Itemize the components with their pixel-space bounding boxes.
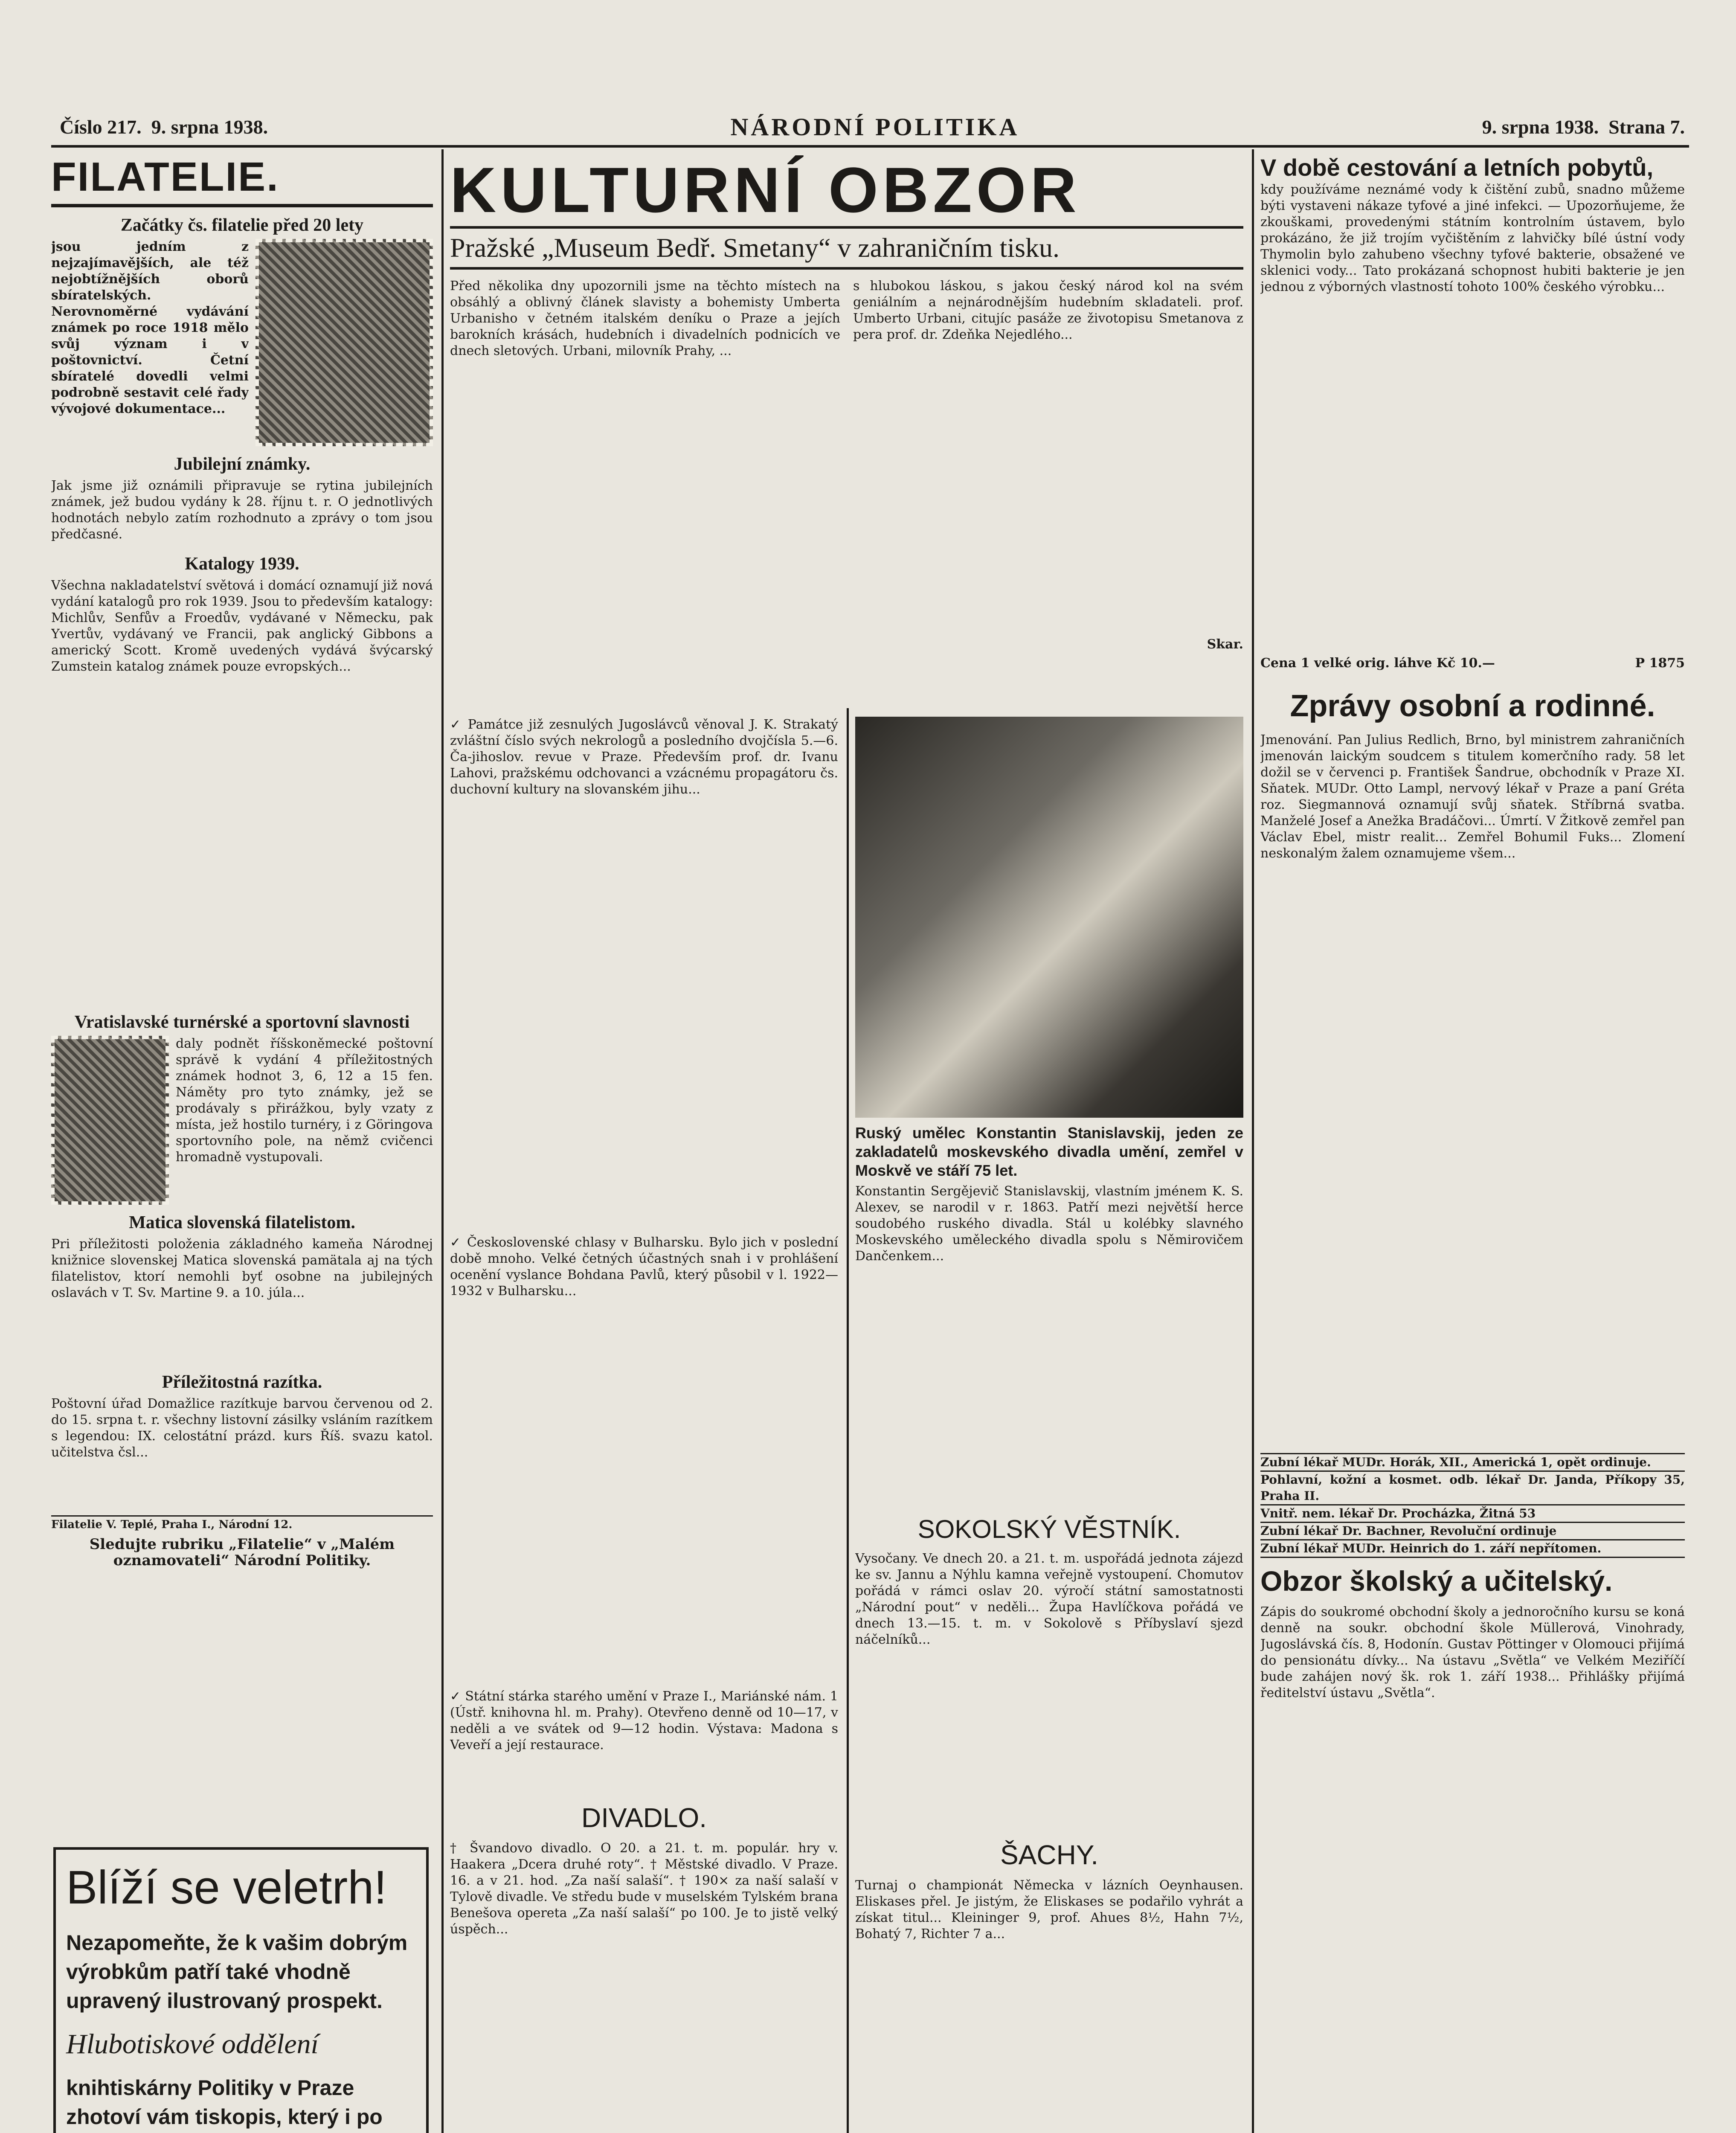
osobni-title: Zprávy osobní a rodinné. (1290, 689, 1655, 723)
column-divider (441, 149, 444, 2133)
kulturni-obzor-subtitle: Pražské „Museum Bedř. Smetany“ v zahraničním tisku. (450, 226, 1243, 270)
issue-date-left (60, 116, 268, 138)
column-divider (1252, 149, 1254, 2133)
stamp-image (51, 1036, 169, 1205)
divadlo-title: DIVADLO. (581, 1802, 707, 1833)
zubni-row-2: Pohlavní, kožní a kosmet. odb. lékař Dr. Janda, Příkopy 35, Praha II. (1260, 1470, 1685, 1504)
skolsky-title: Obzor školský a učitelský. (1260, 1565, 1613, 1597)
paper-title: NÁRODNÍ POLITIKA (730, 113, 1020, 141)
cestovani-code: P 1875 (1635, 656, 1685, 671)
cestovani-price: Cena 1 velké orig. láhve Kč 10.— (1260, 656, 1495, 671)
filatelie-heading-vratislav: Vratislavské turnérské a sportovní slavnosti (74, 1012, 410, 1032)
stanislavskij-photo (855, 717, 1243, 1118)
zubni-row-4: Zubní lékař Dr. Bachner, Revoluční ordinuje (1260, 1522, 1685, 1539)
zubni-row-3: Vnitř. nem. lékař Dr. Procházka, Žitná 53 (1260, 1504, 1685, 1522)
issue-number: Číslo 217. (60, 116, 142, 138)
filatelie-notice: Sledujte rubriku „Filatelie“ v „Malém oznamovateli“ Národní Politiky. (89, 1536, 395, 1569)
filatelie-title: FILATELIE. (51, 154, 433, 207)
filatelie-text-razitka: Poštovní úřad Domažlice razítkuje barvou červenou od 2. do 15. srpna t. r. všechny listovní zásilky vsláním razítkem s legendou: IX. celostátní prázd. kurs Říš. svazu katol. učitelstva čsl... (51, 1396, 433, 1460)
filatelie-text-vratislav: daly podnět říšskoněmecké poštovní správě k vydání 4 příležitostných známek hodnot 3, 6, 12 a 15 fen. Náměty pro tyto známky, jež se prodávaly s přirážkou, byly vzaty z místa, jež hostilo turnéry, i z Göringova sportovního pole, na němž cvičenci hromadně vystupovali. (176, 1036, 433, 1165)
filatelie-text-katalogy: Všechna nakladatelství světová i domácí oznamují již nová vydání katalogů pro rok 1939. Jsou to především katalogy: Michlův, Senfův a Froedův, vydávané v Německu, pak Yvertův, vydávaný ve Francii, pak anglický Gibbons a americký Scott. Kromě uvedených vydává švýcarský Zumstein katalog známek pouze evropských... (51, 578, 433, 674)
filatelie-heading-katalogy: Katalogy 1939. (185, 554, 299, 574)
veletrh-ad-subtitle: Hlubotiskové oddělení (66, 2028, 319, 2060)
masthead (60, 112, 1685, 142)
veletrh-ad-title: Blíží se veletrh! (66, 1861, 387, 1914)
smetana-article-part1: Před několika dny upozornili jsme na těchto místech na obsáhlý a oblivný článek slavisty a bohemisty Umberta Urbanisho v četném italském deníku o Praze a jejích barokních krásách, hudebních i divadelních podnicích ve dnech sletových. Urbani, milovník Prahy, ... (450, 279, 840, 358)
photo-caption-text: Konstantin Sergějevič Stanislavskij, vlastním jménem K. S. Alexev, se narodil v r. 1863. Patří mezi největší herce soudobého ruského divadla. Stál u kolébky slavného Moskevského uměleckého divadla spolu s Němirovičem Dančenkem... (855, 1184, 1243, 1264)
zubni-row-5: Zubní lékař MUDr. Heinrich do 1. září nepřítomen. (1260, 1539, 1685, 1558)
filatelie-text-zacatky: jsou jedním z nejzajímavějších, ale též nejobtížnějších oborů sbíratelských. Nerovnoměrné vydávání známek po roce 1918 mělo svůj význam i v poštovnictví. Četní sbíratelé dovedli velmi podrobně sestavit celé řady vývojové dokumentace... (51, 239, 249, 416)
osobni-text: Jmenování. Pan Julius Redlich, Brno, byl ministrem zahraničních jmenován laickým soudcem s titulem komerčního rady. 58 let dožil se v červenci p. František Šandrue, obchodník v Praze XI. Sňatek. MUDr. Otto Lampl, nervový lékař v Praze a paní Gréta roz. Siegmannová oznamují svůj sňatek. Stříbrná svatba. Manželé Josef a Anežka Bradáčovi... Úmrtí. V Žitkově zemřel pan Václav Ebel, mistr realit... Zemřel Bohumil Fuks... Zlomení neskonalým žalem oznamujeme všem... (1260, 732, 1685, 861)
date-right: 9. srpna 1938. (1482, 116, 1599, 138)
masthead-rule (51, 145, 1689, 148)
zubni-row-1: Zubní lékař MUDr. Horák, XII., Americká 1, opět ordinuje. (1260, 1453, 1685, 1470)
page-number: Strana 7. (1608, 116, 1685, 138)
photo-caption-title: Ruský umělec Konstantin Stanislavskij, jeden ze zakladatelů moskevského divadla umění, zemřel v Moskvě ve stáří 75 let. (855, 1124, 1243, 1179)
veletrh-ad-text2: knihtiskárny Politiky v Praze zhotoví vám tiskopis, který i po (66, 2076, 383, 2129)
sokol-title: SOKOLSKÝ VĚSTNÍK. (917, 1515, 1181, 1543)
skolsky-text: Zápis do soukromé obchodní školy a jednoročního kursu se koná denně na soukr. obchodní škole Müllerová, Vinohrady, Jugoslávská čís. 8, Hodonín. Gustav Pöttinger v Olomouci přijímá do pensionátu dívky... Na ústavu „Světla“ ve Velkém Meziříčí bude zahájen nový šk. rok 1. září 1938... Přihlášky přijímá ředitelství ústavu „Světla“. (1260, 1604, 1685, 1700)
veletrh-ad-text1: Nezapomeňte, že k vašim dobrým výrobkům patří také vhodně upravený ilustrovaný prospekt. (66, 1931, 408, 2013)
filatelie-heading-jubilejni: Jubilejní známky. (174, 454, 311, 474)
divadlo-text: † Švandovo divadlo. O 20. a 21. t. m. populár. hry v. Haakera „Dcera druhé roty“. † Městské divadlo. V Praze. 16. a v 21. hod. „Za naší salaší“. † 190× za naší salaší v Tylově divadle. Ve středu bude v muselském Tylském brana Benešova opereta „Za naší salaší“ po 100. Je to jistě velký úspěch... (450, 1841, 838, 1937)
issue-date-right (1482, 116, 1685, 138)
sachy-text: Turnaj o championát Německa v lázních Oeynhausen. Eliskases přel. Je jistým, že Eliskases se podařilo vyhrát a získat titul... Kleininger 9, prof. Ahues 8½, Hahn 7½, Bohatý 7, Richter 7 a... (855, 1878, 1243, 1941)
kulturni-obzor-title: KULTURNÍ OBZOR (450, 154, 1081, 226)
right-column (1260, 154, 1685, 2133)
cestovani-text: kdy používáme neznámé vody k čištění zubů, snadno můžeme býti vystaveni nákaze tyfové a jiné infekci. — Upozorňujeme, že zkouškami, provedenými státním kontrolním ústavem, bylo prokázáno, že již trojím vyčištěním z lahvičky bílé ústní vody Thymolin bylo zahubeno všechny tyfové bakterie, obsažené ve sklenici vody... Tato prokázaná schopnost hubiti bakterie je jen jednou z výborných vlastností tohoto 100% českého výrobku... (1260, 182, 1685, 294)
culture-news-column (450, 717, 838, 2133)
filatelie-text-jubilejni: Jak jsme již oznámili připravuje se rytina jubilejních známek, jež budou vydány k 28. říjnu t. r. O jednotlivých hodnotách nebylo zatím rozhodnuto a zprávy o tom jsou předčasné. (51, 478, 433, 542)
sokol-text: Vysočany. Ve dnech 20. a 21. t. m. uspořádá jednota zájezd ke sv. Jannu a Nýhlu kamna veřejně vystoupení. Chomutov pořádá v rámci oslav 20. výročí státní samostatnosti „Národní pout“ v neděli... Župa Havlíčkova pořádá ve dnech 13.—15. t. m. v Sokolově s Příbyslaví sjezd náčelníků... (855, 1551, 1243, 1647)
sachy-title: ŠACHY. (1000, 1839, 1099, 1870)
smetana-article-part2: s hlubokou láskou, s jakou český národ kol na svém geniálním a nejnárodnějším hudebním skladateli. prof. Umberto Urbani, citujíc pasáže ze životopisu Smetanova z pera prof. dr. Zdeňka Nejedlého... (853, 279, 1243, 342)
smetana-article-signoff: Skar. (1207, 637, 1243, 652)
column-divider (847, 708, 849, 2133)
cestovani-title: V době cestování a letních pobytů, (1260, 154, 1654, 181)
filatelie-column (51, 154, 433, 1834)
veletrh-ad (53, 1847, 429, 2133)
filatelie-heading-matica: Matica slovenská filatelistom. (129, 1213, 355, 1232)
filatelie-heading-zacatky: Začátky čs. filatelie před 20 lety (120, 215, 364, 235)
filatelie-heading-razitka: Příležitostná razítka. (162, 1372, 322, 1392)
postmark-image (255, 239, 433, 446)
culture-news-2: ✓ Československé chlasy v Bulharsku. Bylo jich v poslední době mnoho. Velké četných účastných snah i v prohlášení ocenění vyslance Bohdana Pavlů, který působil v l. 1922—1932 v Bulharsku... (450, 1235, 838, 1299)
kulturni-obzor (450, 154, 1243, 704)
photo-sokol-column (855, 717, 1243, 2133)
culture-news-3: ✓ Státní stárka starého umění v Praze I., Mariánské nám. 1 (Ústř. knihovna hl. m. Prahy). Otevřeno denně od 10—17, v neděli a ve svátek od 9—12 hodin. Výstava: Madona s Veveří a její restaurace. (450, 1689, 838, 1752)
filatelie-text-matica: Pri příležitosti položenia základného kameňa Národnej knižnice slovenskej Matica slovenská pamätala aj na tých filatelistov, ktorí nemohli byť osobne na jubilejných oslavách v T. Sv. Martine 9. a 10. júla... (51, 1237, 433, 1300)
culture-news-1: ✓ Památce již zesnulých Jugoslávců věnoval J. K. Strakatý zvláštní číslo svých nekrologů a posledního dvojčísla 5.—6. Ča-jihoslov. revue v Praze. Především prof. dr. Ivanu Lahovi, pražskému odchovanci a vzácnému propagátoru čs. duchovní kultury na slovanském jihu... (450, 717, 838, 797)
date-left: 9. srpna 1938. (151, 116, 268, 138)
filatelie-signature: Filatelie V. Teplé, Praha I., Národní 12. (51, 1515, 433, 1533)
